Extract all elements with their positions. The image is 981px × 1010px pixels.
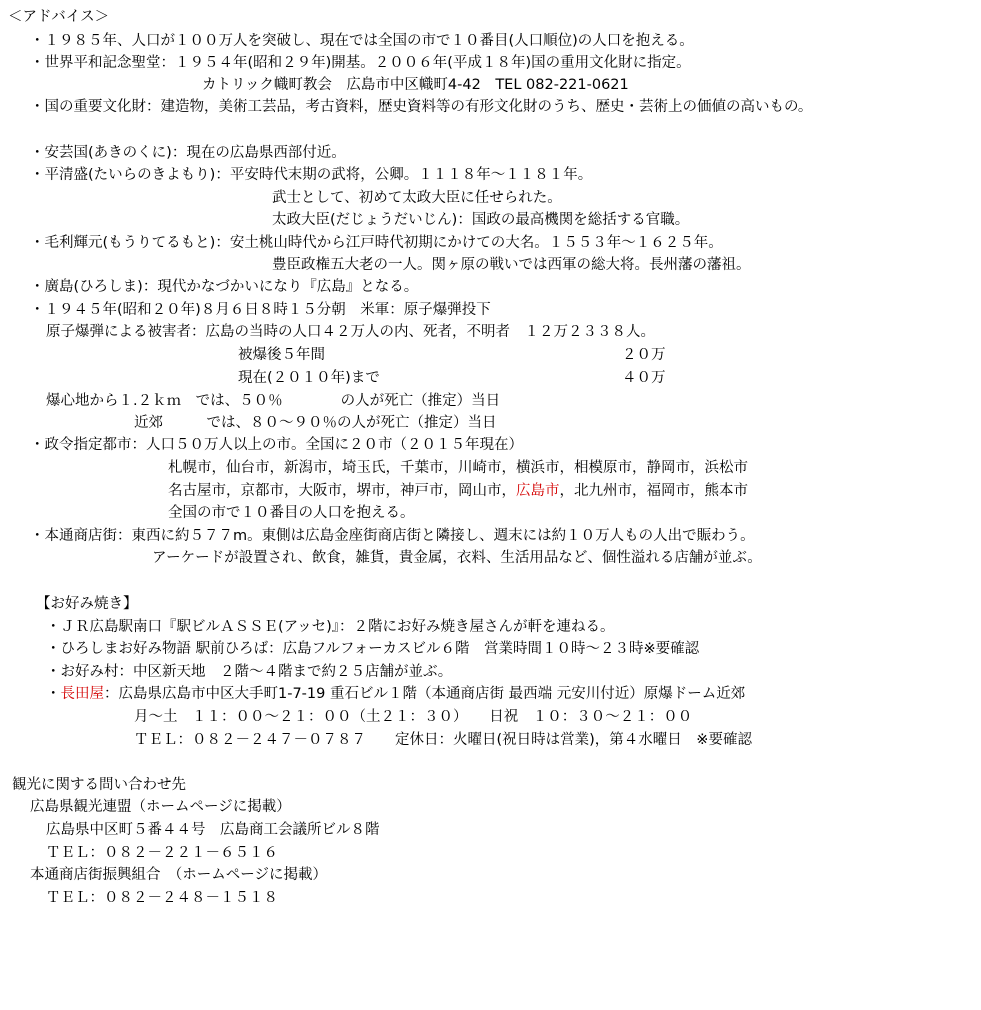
advice-line (168, 480, 748, 502)
advice-line: 札幌市，仙台市，新潟市，埼玉氏，千葉市，川崎市，横浜市，相模原市，静岡市，浜松市 (168, 460, 748, 476)
nagataya-highlight: 長田屋 (60, 686, 104, 702)
tourism-line: 本通商店街振興組合 （ホームページに掲載） (30, 867, 327, 883)
hiroshima-city-highlight: 広島市 (516, 483, 560, 499)
advice-value: ４０万 (622, 370, 666, 386)
okonomiyaki-line: ・ひろしまお好み物語 駅前ひろば：広島フルフォーカスビル６階 営業時間１０時～２３時※要確認 (46, 641, 700, 657)
advice-line: 原子爆弾による被害者：広島の当時の人口４２万人の内、死者，不明者 １２万２３３８人。 (46, 324, 655, 340)
okonomiyaki-line (46, 683, 745, 705)
advice-line: 太政大臣(だじょうだいじん)：国政の最高機関を総括する官職。 (272, 212, 690, 228)
advice-value: ２０万 (622, 347, 666, 363)
tourism-line: ＴＥＬ：０８２－２４８－１５１８ (46, 890, 278, 906)
nagataya-address: ：広島県広島市中区大手町1-7-19 重石ビル１階（本通商店街 最西端 元安川付近）原爆ドーム近郊 (104, 686, 746, 702)
advice-line: アーケードが設置され、飲食，雑貨，貴金属，衣料、生活用品など、個性溢れる店舗が並ぶ。 (152, 550, 762, 566)
advice-line: 武士として、初めて太政大臣に任せられた。 (272, 190, 562, 206)
advice-line: 豊臣政権五大老の一人。関ヶ原の戦いでは西軍の総大将。長州藩の藩祖。 (272, 257, 751, 273)
okonomiyaki-line: ＴＥＬ：０８２－２４７－０７８７ 定休日：火曜日(祝日時は営業)，第４水曜日 ※要確認 (134, 732, 752, 748)
advice-line: ・１９８５年、人口が１００万人を突破し、現在では全国の市で１０番目(人口順位)の人口を抱える。 (30, 33, 694, 49)
advice-line: ・世界平和記念聖堂：１９５４年(昭和２９年)開基。２００６年(平成１８年)国の重用文化財に指定。 (30, 55, 691, 71)
advice-line: ・毛利輝元(もうりてるもと)：安土桃山時代から江戸時代初期にかけての大名。１５５３年～１６２５年。 (30, 235, 723, 251)
advice-line: 現在(２０１０年)まで (238, 370, 380, 386)
tourism-heading: 観光に関する問い合わせ先 (12, 777, 186, 793)
tourism-line: ＴＥＬ：０８２－２２１－６５１６ (46, 845, 278, 861)
city-list-part: 名古屋市，京都市，大阪市，堺市，神戸市，岡山市， (168, 483, 516, 499)
advice-line: 全国の市で１０番目の人口を抱える。 (168, 505, 415, 521)
okonomiyaki-line: ・ＪＲ広島駅南口『駅ビルＡＳＳＥ(アッセ)』：２階にお好み焼き屋さんが軒を連ねる。 (46, 619, 615, 635)
advice-heading: ＜アドバイス＞ (8, 9, 110, 25)
advice-line: 近郊 では、８０～９０％の人が死亡（推定）当日 (134, 415, 497, 431)
okonomiyaki-line: ・お好み村：中区新天地 ２階～４階まで約２５店舗が並ぶ。 (46, 664, 453, 680)
advice-line: カトリック幟町教会 広島市中区幟町4-42 TEL 082-221-0621 (202, 77, 629, 93)
tourism-line: 広島県中区町５番４４号 広島商工会議所ビル８階 (46, 822, 380, 838)
advice-line: ・平清盛(たいらのきよもり)：平安時代末期の武将，公卿。１１１８年～１１８１年。 (30, 167, 593, 183)
advice-line: 爆心地から１.２ｋｍ では、５０％ の人が死亡（推定）当日 (46, 393, 501, 409)
advice-line: ・本通商店街：東西に約５７７m。東側は広島金座街商店街と隣接し、週末には約１０万人もの人出で賑わう。 (30, 528, 755, 544)
advice-line: ・国の重要文化財：建造物，美術工芸品，考古資料，歴史資料等の有形文化財のうち、歴史・芸術上の価値の高いもの。 (30, 99, 813, 115)
okonomiyaki-line: 月～土 １１：００～２１：００（土２１：３０） 日祝 １０：３０～２１：００ (134, 709, 693, 725)
advice-line: 被爆後５年間 (238, 347, 325, 363)
bullet: ・ (46, 686, 61, 702)
tourism-line: 広島県観光連盟（ホームページに掲載） (30, 799, 291, 815)
advice-line: ・１９４５年(昭和２０年)８月６日８時１５分朝 米軍：原子爆弾投下 (30, 302, 491, 318)
advice-line: ・政令指定都市：人口５０万人以上の市。全国に２０市（２０１５年現在） (30, 437, 523, 453)
okonomiyaki-heading: 【お好み焼き】 (36, 596, 138, 612)
advice-line: ・安芸国(あきのくに)：現在の広島県西部付近。 (30, 145, 346, 161)
city-list-part: ，北九州市，福岡市，熊本市 (559, 483, 748, 499)
advice-line: ・廣島(ひろしま)：現代かなづかいになり『広島』となる。 (30, 279, 419, 295)
